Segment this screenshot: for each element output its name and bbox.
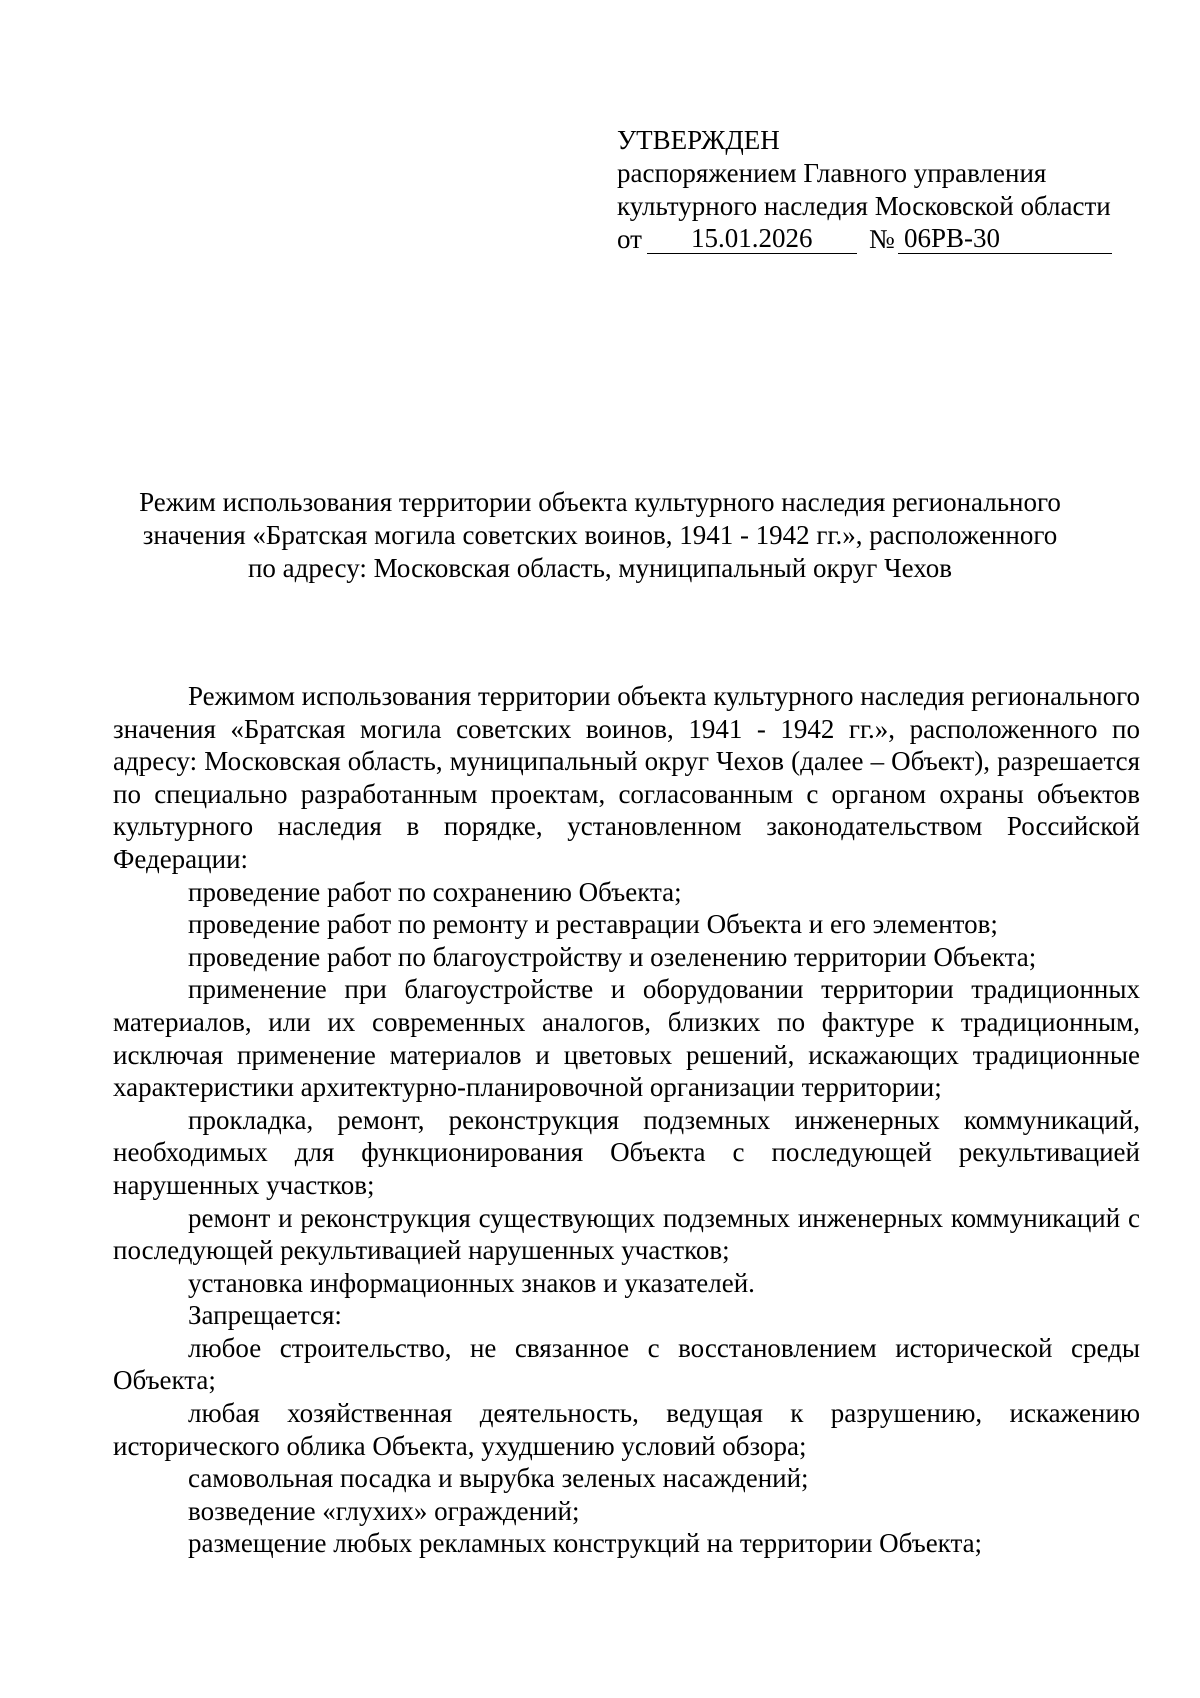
allowed-item: прокладка, ремонт, реконструкция подземных инженерных коммуникаций, необходимых для функционирования Объекта с последующей рекультивацией нарушенных участков; — [113, 1104, 1140, 1200]
title-line-1: Режим использования территории объекта культурного наследия регионального — [139, 487, 1061, 517]
allowed-item: проведение работ по ремонту и реставрации Объекта и его элементов; — [188, 909, 998, 940]
prohibited-item: размещение любых рекламных конструкций на территории Объекта; — [188, 1528, 983, 1559]
allowed-item: проведение работ по благоустройству и озеленению территории Объекта; — [188, 941, 1037, 972]
prohibited-heading: Запрещается: — [188, 1300, 342, 1331]
approval-line-1: распоряжением Главного управления — [617, 158, 1047, 188]
date-field — [647, 223, 857, 254]
approval-stamp-block — [617, 124, 1137, 256]
prohibited-item: возведение «глухих» ограждений; — [188, 1495, 580, 1526]
title-line-2: значения «Братская могила советских воинов, 1941 - 1942 гг.», расположенного — [142, 520, 1058, 550]
approval-heading: УТВЕРЖДЕН — [617, 125, 780, 155]
number-value: 06РВ-30 — [904, 223, 1001, 253]
date-value: 15.01.2026 — [691, 223, 813, 253]
approval-line-2: культурного наследия Московской области — [617, 191, 1111, 221]
title-line-3: по адресу: Московская область, муниципальный округ Чехов — [247, 553, 952, 583]
allowed-item: установка информационных знаков и указателей. — [188, 1267, 755, 1298]
allowed-item: проведение работ по сохранению Объекта; — [188, 876, 682, 907]
prohibited-item: любое строительство, не связанное с восстановлением исторической среды Объекта; — [113, 1332, 1140, 1396]
document-body — [113, 680, 1140, 1560]
prohibited-item: любая хозяйственная деятельность, ведущая к разрушению, искажению исторического облика Объекта, ухудшению условий обзора; — [113, 1398, 1140, 1461]
number-prefix: № — [869, 224, 895, 254]
number-field — [898, 223, 1112, 254]
allowed-item: применение при благоустройстве и оборудовании территории традиционных материалов, или их современных аналогов, близких по фактуре к традиционным, исключая применение материалов и цветовых решений, искажающих традиционные характеристики архитектурно-планировочной организации территории; — [113, 974, 1140, 1103]
document-title — [120, 486, 1080, 585]
prohibited-item: самовольная посадка и вырубка зеленых насаждений; — [188, 1463, 809, 1494]
allowed-item: ремонт и реконструкция существующих подземных инженерных коммуникаций с последующей рекультивацией нарушенных участков; — [113, 1202, 1140, 1266]
date-prefix: от — [617, 224, 642, 254]
approval-date-row — [617, 223, 1137, 256]
intro-paragraph: Режимом использования территории объекта культурного наследия регионального значения «Братская могила советских воинов, 1941 - 1942 гг.», расположенного по адресу: Московская область, муниципальный округ Чехов (далее – Объект), разрешается по специально разработанным проектам, согласованным с органом охраны объектов культурного наследия в порядке, установленном законодательством Российской Федерации: — [113, 681, 1140, 874]
